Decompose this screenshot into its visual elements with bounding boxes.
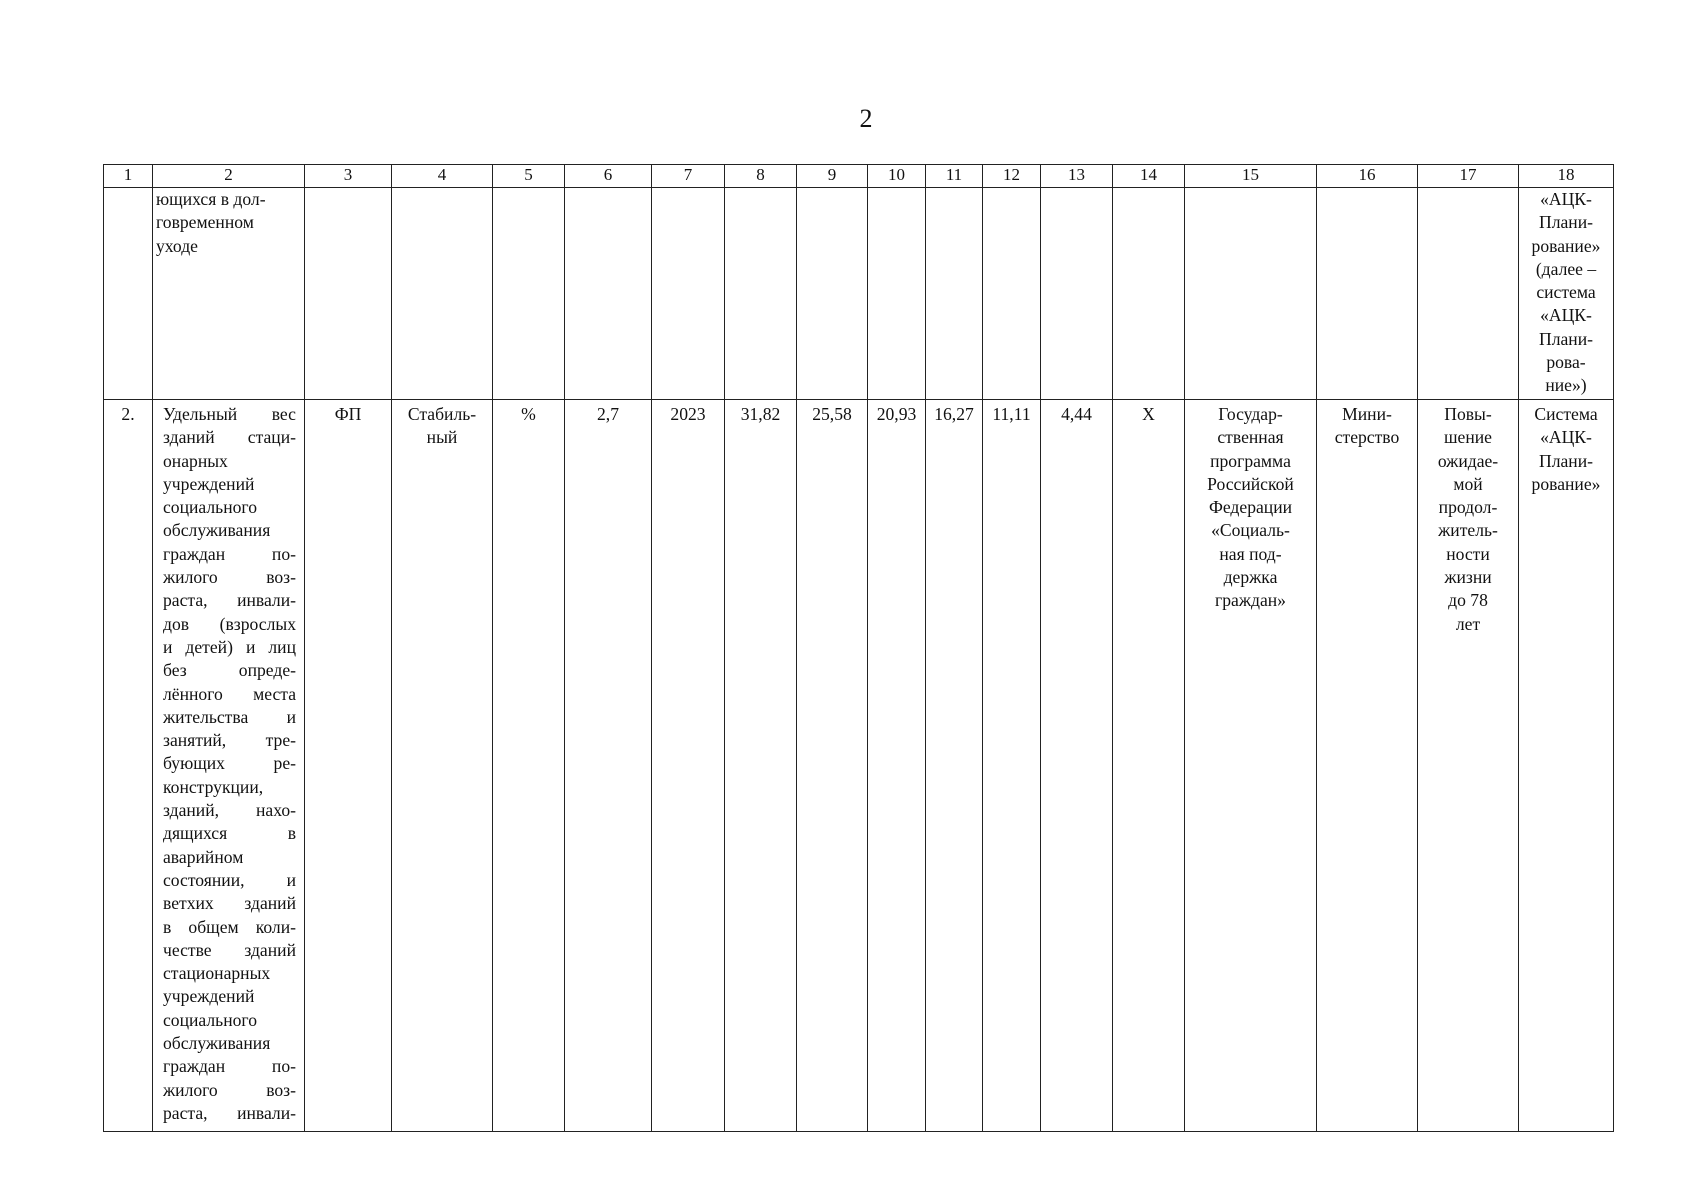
column-header: 16 [1317,165,1418,188]
table-row-continuation [104,188,1614,400]
column-header: 18 [1519,165,1614,188]
column-header: 2 [153,165,305,188]
page-number: 2 [859,104,873,133]
column-header: 15 [1185,165,1317,188]
table-cell [797,188,868,400]
column-number-row [104,165,1614,188]
table-cell [104,188,153,400]
unit: % [493,400,565,1132]
column-header: 13 [1041,165,1113,188]
column-header: 7 [652,165,725,188]
table-cell [1041,188,1113,400]
table-cell [983,188,1041,400]
info-system-continuation: «АЦК- Плани- рование» (далее – система «АЦК- Плани- рова- ние») [1519,188,1614,400]
table-cell [1185,188,1317,400]
column-header: 10 [868,165,926,188]
responsible-body: Мини- стерство [1317,400,1418,1132]
column-header: 5 [493,165,565,188]
column-header: 17 [1418,165,1519,188]
table-cell [1317,188,1418,400]
value-col-8: 31,82 [725,400,797,1132]
value-col-9: 25,58 [797,400,868,1132]
column-header: 3 [305,165,392,188]
table-cell [305,188,392,400]
column-header: 6 [565,165,652,188]
column-header: 8 [725,165,797,188]
table-cell [1113,188,1185,400]
value-col-14: X [1113,400,1185,1132]
column-header: 11 [926,165,983,188]
national-goal: Повы- шение ожидае- мой продол- житель- ности жизни до 78 лет [1418,400,1519,1132]
indicator-type: ФП [305,400,392,1132]
table-cell [1418,188,1519,400]
table-cell [725,188,797,400]
table-cell [926,188,983,400]
column-header: 1 [104,165,153,188]
table-cell [392,188,493,400]
row-number: 2. [104,400,153,1132]
column-header: 12 [983,165,1041,188]
indicators-table [103,164,1614,1132]
table-row-2 [104,400,1614,1132]
table-cell [565,188,652,400]
base-year: 2023 [652,400,725,1132]
table-cell [868,188,926,400]
column-header: 9 [797,165,868,188]
value-col-13: 4,44 [1041,400,1113,1132]
value-col-11: 16,27 [926,400,983,1132]
info-system: Система «АЦК- Плани- рование» [1519,400,1614,1132]
indicator-trend: Стабиль- ный [392,400,493,1132]
base-value: 2,7 [565,400,652,1132]
indicator-name: Удельный вес зданий стаци- онарных учреждений социального обслуживания граждан по- жилого воз- раста, инвали- дов (взрослых и детей) и лиц без опреде- лённого места жительства и занятий, тре- бующих ре- конструкции, зданий, нахо- дящихся в аварийном состоянии, и ветхих зданий в общем коли- честве зданий стационарных учреждений социального обслуживания граждан по- жилого воз- раста, инвали- [153,400,305,1132]
indicator-name-continuation: ющихся в дол- говременном уходе [153,188,305,400]
value-col-12: 11,11 [983,400,1041,1132]
column-header: 14 [1113,165,1185,188]
state-program: Государ- ственная программа Российской Федерации «Социаль- ная под- держка граждан» [1185,400,1317,1132]
table-cell [652,188,725,400]
table-cell [493,188,565,400]
value-col-10: 20,93 [868,400,926,1132]
column-header: 4 [392,165,493,188]
